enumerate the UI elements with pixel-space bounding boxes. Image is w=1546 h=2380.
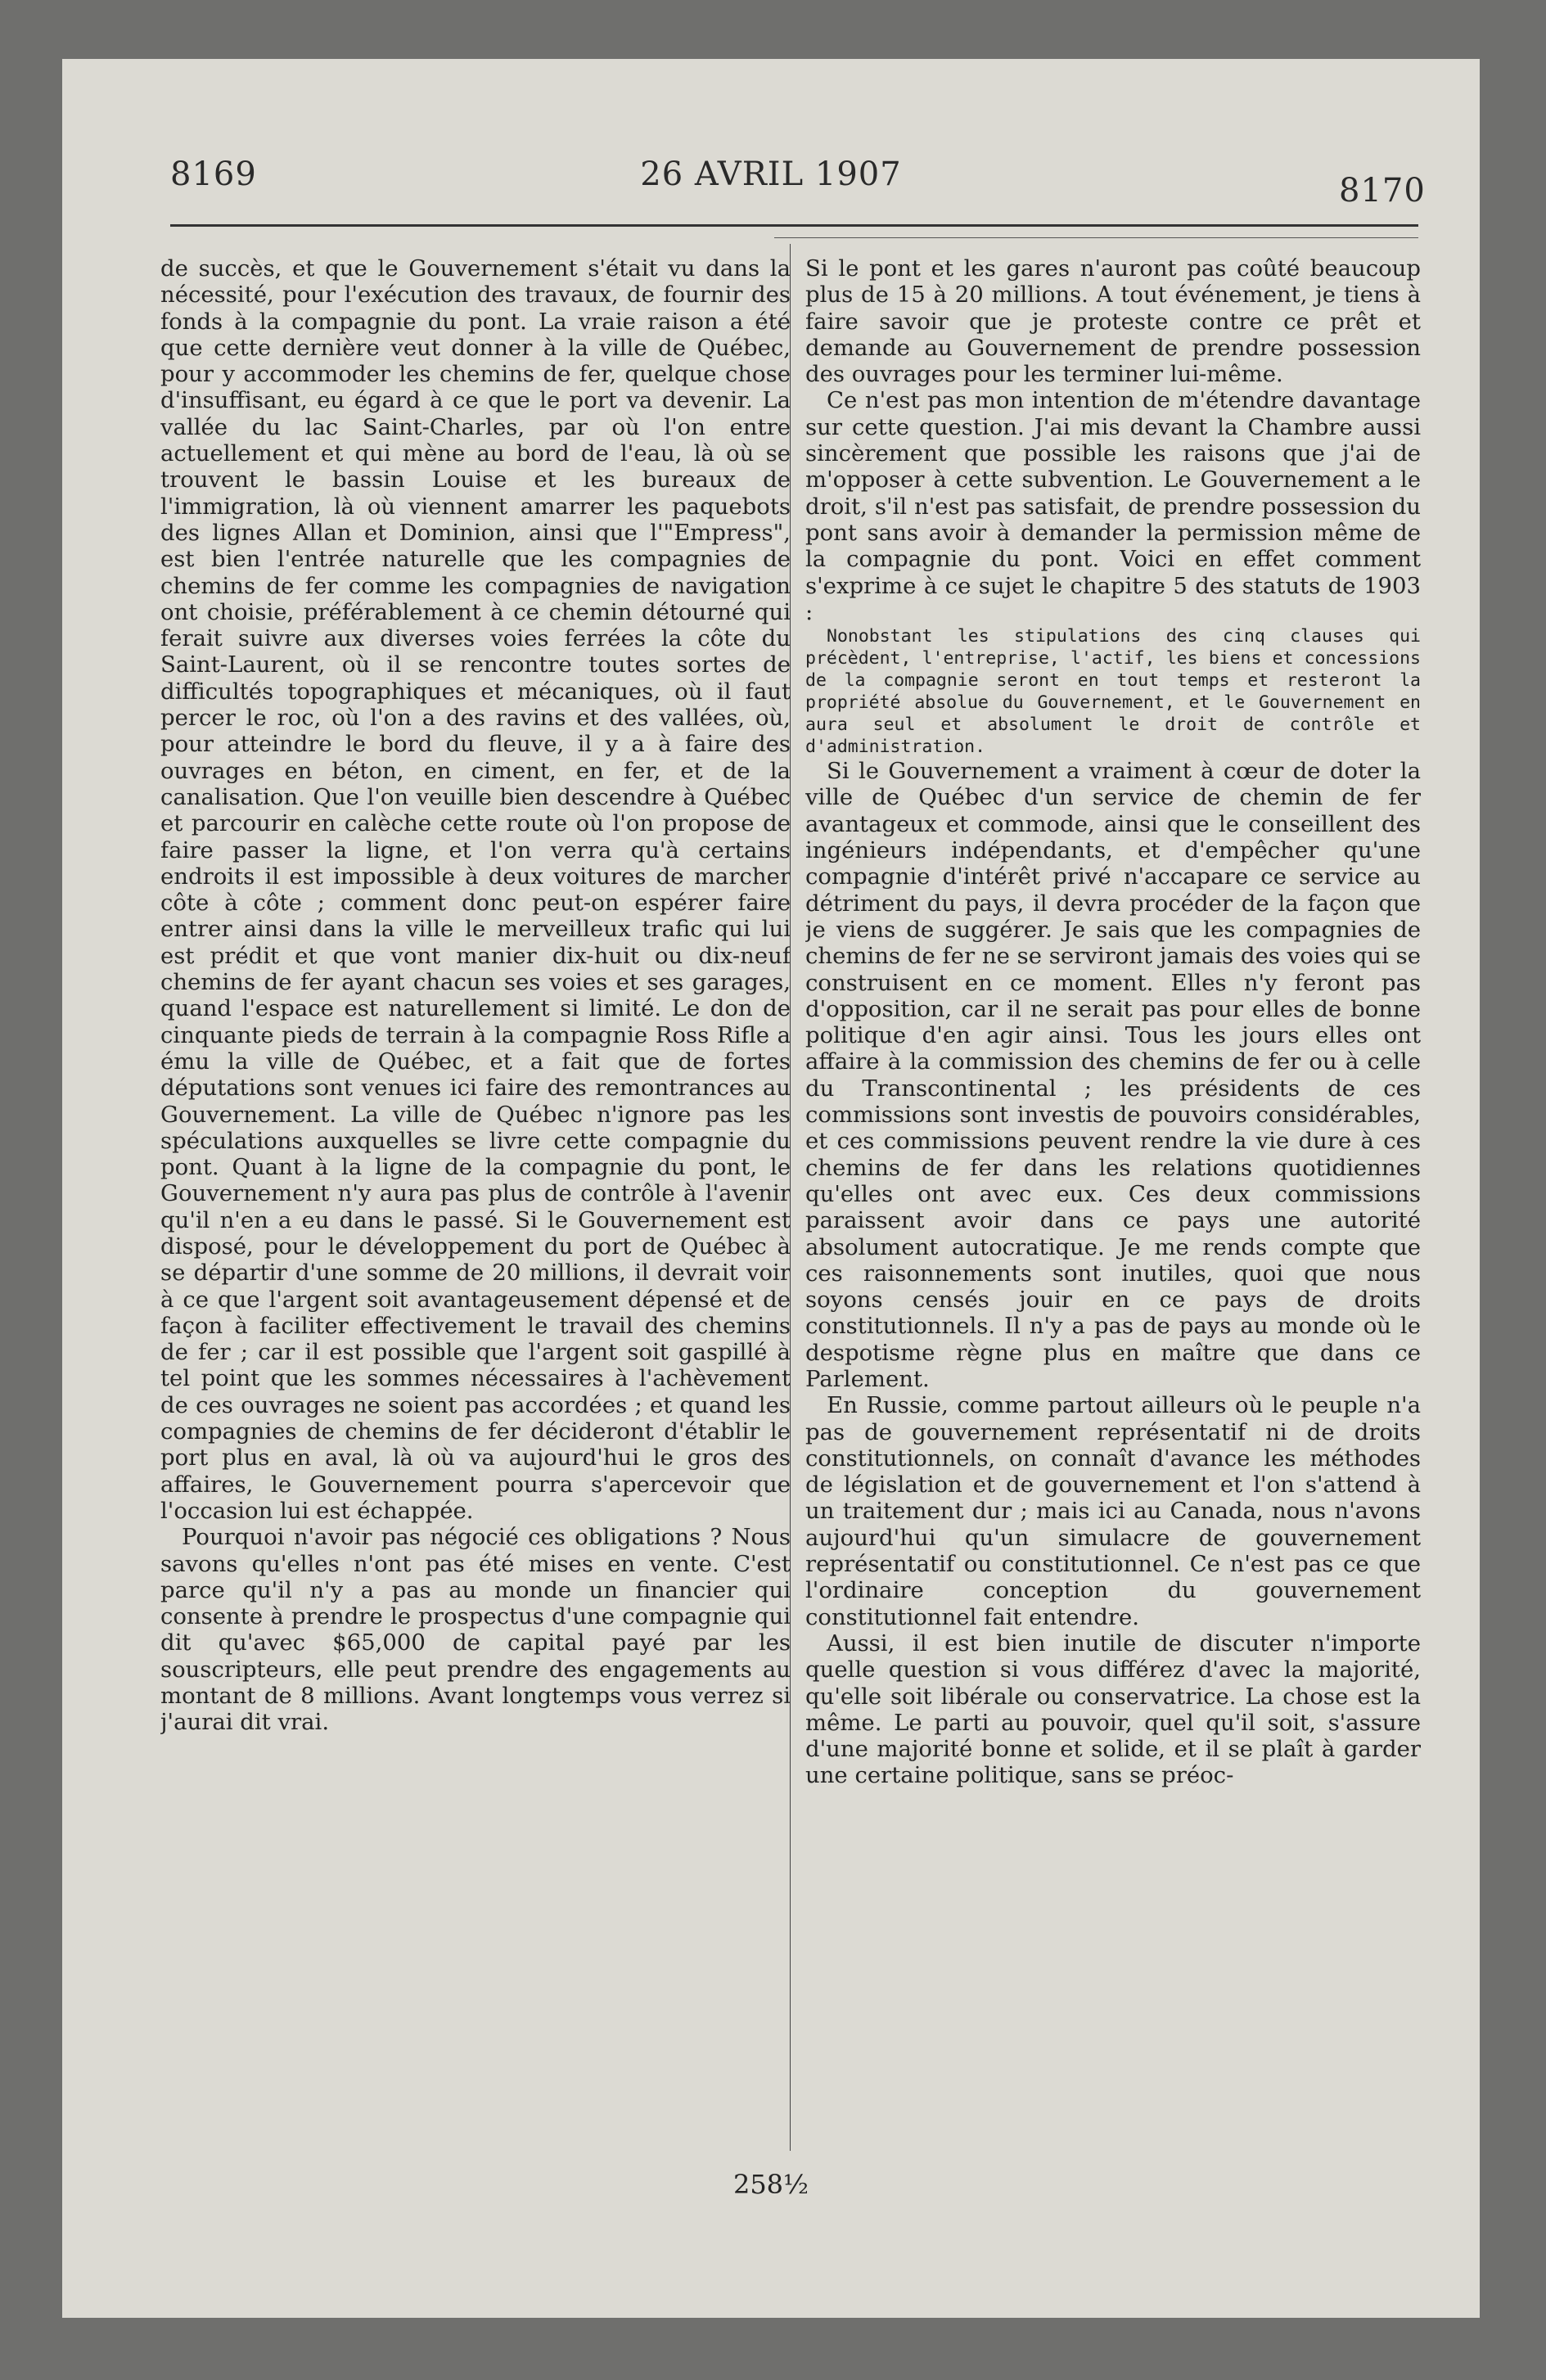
page-date-header: 26 AVRIL 1907 bbox=[640, 156, 902, 193]
page-number-right: 8170 bbox=[1339, 172, 1426, 210]
left-column bbox=[160, 255, 791, 2170]
left-paragraph-2: Pourquoi n'avoir pas négocié ces obligations ? Nous savons qu'elles n'ont pas été mises en vente. C'est parce qu'il n'y a pas au monde un financier qui consente à prendre le prospectus d'une compagnie qui dit qu'avec $65,000 de capital payé par les souscripteurs, elle peut prendre des engagements au montant de 8 millions. Avant longtemps vous verrez si j'aurai dit vrai. bbox=[160, 1524, 791, 1736]
header-rule bbox=[170, 224, 1418, 227]
right-paragraph-2: Ce n'est pas mon intention de m'étendre davantage sur cette question. J'ai mis devant la Chambre aussi sincèrement que possible les raisons que j'ai de m'opposer à cette subvention. Le Gouvernement a le droit, s'il n'est pas satisfait, de prendre possession du pont sans avoir à demander la permission même de la compagnie du pont. Voici en effet comment s'exprime à ce sujet le chapitre 5 des statuts de 1903 : bbox=[805, 387, 1421, 625]
page-number-left: 8169 bbox=[170, 156, 257, 193]
document-page bbox=[62, 59, 1480, 2318]
column-divider bbox=[790, 244, 791, 2151]
folio-number: 258½ bbox=[732, 2169, 809, 2200]
header-rule-thin bbox=[774, 237, 1418, 238]
left-paragraph-1: de succès, et que le Gouvernement s'était vu dans la nécessité, pour l'exécution des travaux, de fournir des fonds à la compagnie du pont. La vraie raison a été que cette dernière veut donner à la ville de Québec, pour y accommoder les chemins de fer, quelque chose d'insuffisant, eu égard à ce que le port va devenir. La vallée du lac Saint-Charles, par où l'on entre actuellement et qui mène au bord de l'eau, là où se trouvent le bassin Louise et les bureaux de l'immigration, là où viennent amarrer les paquebots des lignes Allan et Dominion, ainsi que l'"Empress", est bien l'entrée naturelle que les compagnies de chemins de fer comme les compagnies de navigation ont choisie, préférablement à ce chemin détourné qui ferait suivre aux diverses voies ferrées la côte du Saint-Laurent, où il se rencontre toutes sortes de difficultés topographiques et mécaniques, où il faut percer le roc, où l'on a des ravins et des vallées, où, pour atteindre le bord du fleuve, il y a à faire des ouvrages en béton, en ciment, en fer, et de la canalisation. Que l'on veuille bien descendre à Québec et parcourir en calèche cette route où l'on propose de faire passer la ligne, et l'on verra qu'à certains endroits il est impossible à deux voitures de marcher côte à côte ; comment donc peut-on espérer faire entrer ainsi dans la ville le merveilleux trafic qui lui est prédit et que vont manier dix-huit ou dix-neuf chemins de fer ayant chacun ses voies et ses garages, quand l'espace est naturellement si limité. Le don de cinquante pieds de terrain à la compagnie Ross Rifle a ému la ville de Québec, et a fait que de fortes députations sont venues ici faire des remontrances au Gouvernement. La ville de Québec n'ignore pas les spéculations auxquelles se livre cette compagnie du pont. Quant à la ligne de la compagnie du pont, le Gouvernement n'y aura pas plus de contrôle à l'avenir qu'il n'en a eu dans le passé. Si le Gouvernement est disposé, pour le développement du port de Québec à se départir d'une somme de 20 millions, il devrait voir à ce que l'argent soit avantageusement dépensé et de façon à faciliter effectivement le travail des chemins de fer ; car il est possible que l'argent soit gaspillé à tel point que les sommes nécessaires à l'achèvement de ces ouvrages ne soient pas accordées ; et quand les compagnies de chemins de fer décideront d'établir le port plus en aval, là où va aujourd'hui le gros des affaires, le Gouvernement pourra s'apercevoir que l'occasion lui est échappée. bbox=[160, 255, 791, 1524]
right-paragraph-1: Si le pont et les gares n'auront pas coûté beaucoup plus de 15 à 20 millions. A tout événement, je tiens à faire savoir que je proteste contre ce prêt et demande au Gouvernement de prendre possession des ouvrages pour les terminer lui-même. bbox=[805, 255, 1421, 388]
right-paragraph-4: En Russie, comme partout ailleurs où le peuple n'a pas de gouvernement représentatif ni de droits constitutionnels, on connaît d'avance les méthodes de législation et de gouvernement et l'on s'attend à un traitement dur ; mais ici au Canada, nous n'avons aujourd'hui qu'un simulacre de gouvernement représentatif ou constitutionnel. Ce n'est pas ce que l'ordinaire conception du gouvernement constitutionnel fait entendre. bbox=[805, 1392, 1421, 1630]
statute-quote: Nonobstant les stipulations des cinq clauses qui précèdent, l'entreprise, l'actif, les biens et concessions de la compagnie seront en tout temps et resteront la propriété absolue du Gouvernement, et le Gouvernement en aura seul et absolument le droit de contrôle et d'administration. bbox=[805, 626, 1421, 758]
right-paragraph-3: Si le Gouvernement a vraiment à cœur de doter la ville de Québec d'un service de chemin de fer avantageux et commode, ainsi que le conseillent des ingénieurs indépendants, et d'empêcher qu'une compagnie d'intérêt privé n'accapare ce service au détriment du pays, il devra procéder de la façon que je viens de suggérer. Je sais que les compagnies de chemins de fer ne se serviront jamais des voies qui se construisent en ce moment. Elles n'y feront pas d'opposition, car il ne serait pas pour elles de bonne politique d'en agir ainsi. Tous les jours elles ont affaire à la commission des chemins de fer ou à celle du Transcontinental ; les présidents de ces commissions sont investis de pouvoirs considérables, et ces commissions peuvent rendre la vie dure à ces chemins de fer dans les relations quotidiennes qu'elles ont avec eux. Ces deux commissions paraissent avoir dans ce pays une autorité absolument autocratique. Je me rends compte que ces raisonnements sont inutiles, quoi que nous soyons censés jouir en ce pays de droits constitutionnels. Il n'y a pas de pays au monde où le despotisme règne plus en maître que dans ce Parlement. bbox=[805, 758, 1421, 1392]
right-paragraph-5: Aussi, il est bien inutile de discuter n'importe quelle question si vous différez d'avec la majorité, qu'elle soit libérale ou conservatrice. La chose est la même. Le parti au pouvoir, quel qu'il soit, s'assure d'une majorité bonne et solide, et il se plaît à garder une certaine politique, sans se préoc- bbox=[805, 1629, 1421, 1789]
right-column bbox=[805, 255, 1421, 2170]
